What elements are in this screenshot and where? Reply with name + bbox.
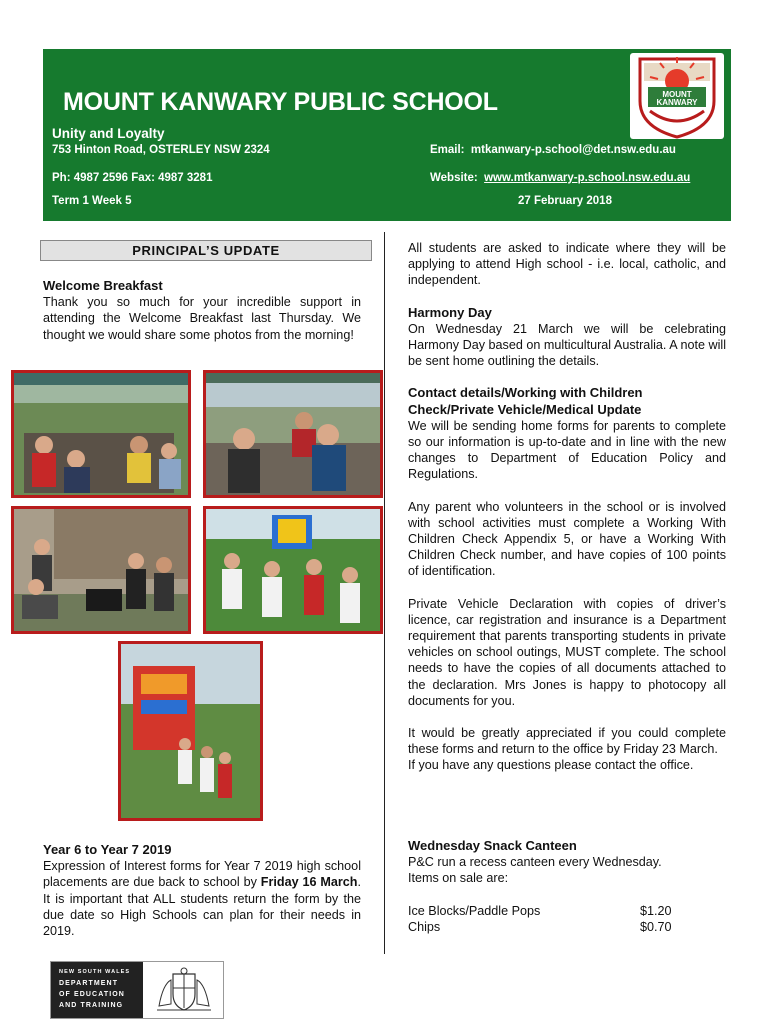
principals-update-title: PRINCIPAL’S UPDATE: [40, 240, 372, 261]
contact-text: We will be sending home forms for parents to complete so our information is up-to-date and in line with the new changes to Department of Education Policy and Regulations.: [408, 418, 726, 482]
department-of-education-logo: [50, 961, 224, 1019]
year6-text: Expression of Interest forms for Year 7 2019 high school placements are due back to school by Friday 16 March. It is important that ALL students return the form by the due date so High Schools can plan for their needs in 2019.: [43, 859, 361, 939]
website-label: Website:: [430, 172, 478, 184]
questions-text: If you have any questions please contact the office.: [408, 758, 694, 773]
harmony-text: On Wednesday 21 March we will be celebrating Harmony Day based on multicultural Australia. A note will be sent home outlining the details.: [408, 321, 726, 369]
canteen-item-name: Chips: [408, 920, 441, 934]
due-date-bold: Friday 16 March: [260, 875, 358, 890]
doe-line-4: AND TRAINING: [59, 1002, 124, 1009]
canteen-item-price: $1.20: [640, 904, 672, 918]
doe-text-block: [51, 962, 143, 1018]
contact-heading-line-2: Check/Private Vehicle/Medical Update: [408, 401, 642, 417]
vehicle-text: Private Vehicle Declaration with copies of driver’s licence, car registration and insurance is a Department requirement that parents transporting students in private vehicles on school outings, MUST complete. The school needs to have the copies of all documents attached to the declaration. Mrs Jones is happy to photocopy all documents for you.: [408, 596, 726, 708]
email-label: Email:: [430, 144, 465, 156]
contact-heading-line-1: Contact details/Working with Children: [408, 385, 643, 401]
photo-breakfast-2: [203, 370, 383, 498]
crest-text-2: KANWARY: [656, 98, 698, 107]
volunteer-text: Any parent who volunteers in the school or is involved with school activities must complete a Working With Children Check Appendix 5, or have a Working With Children Check number, and have copies of 100 points of identification.: [408, 499, 726, 579]
canteen-section: [408, 838, 726, 935]
year6-section: [43, 842, 361, 939]
school-motto: Unity and Loyalty: [52, 126, 165, 141]
canteen-text-1: P&C run a recess canteen every Wednesday.: [408, 855, 662, 869]
phone-fax: Ph: 4987 2596 Fax: 4987 3281: [52, 172, 213, 184]
welcome-heading: Welcome Breakfast: [43, 278, 163, 293]
email-line: [430, 144, 676, 156]
canteen-item: [408, 903, 678, 919]
harmony-heading: Harmony Day: [408, 304, 492, 320]
canteen-item: [408, 919, 678, 935]
high-school-text: All students are asked to indicate where they will be applying to attend High school - i.e. local, catholic, and independent.: [408, 241, 726, 288]
photo-breakfast-4: [203, 506, 383, 634]
photo-breakfast-1: [11, 370, 191, 498]
column-divider: [384, 232, 385, 954]
nsw-coat-of-arms-icon: [151, 966, 217, 1014]
school-crest-logo: [630, 53, 724, 139]
canteen-item-price: $0.70: [640, 920, 672, 934]
canteen-item-name: Ice Blocks/Paddle Pops: [408, 904, 541, 918]
year6-heading: Year 6 to Year 7 2019: [43, 842, 172, 857]
doe-line-3: OF EDUCATION: [59, 991, 125, 998]
crest-text-1: MOUNT: [662, 90, 692, 99]
photo-breakfast-5: [118, 641, 263, 821]
welcome-text: Thank you so much for your incredible support in attending the Welcome Breakfast last Thursday. We thought we would share some photos from the morning!: [43, 295, 361, 342]
school-address: 753 Hinton Road, OSTERLEY NSW 2324: [52, 144, 270, 156]
canteen-text-2: Items on sale are:: [408, 871, 509, 885]
issue-date: 27 February 2018: [518, 195, 612, 207]
doe-line-2: DEPARTMENT: [59, 980, 119, 987]
website-link[interactable]: www.mtkanwary-p.school.nsw.edu.au: [484, 172, 691, 184]
photo-breakfast-3: [11, 506, 191, 634]
website-line: [430, 172, 690, 184]
doe-line-1: NEW SOUTH WALES: [59, 969, 131, 975]
term-week: Term 1 Week 5: [52, 195, 132, 207]
school-name: MOUNT KANWARY PUBLIC SCHOOL: [63, 88, 498, 116]
email-address[interactable]: mtkanwary-p.school@det.nsw.edu.au: [470, 144, 676, 156]
welcome-section: [43, 278, 361, 343]
canteen-heading: Wednesday Snack Canteen: [408, 838, 577, 853]
appreciate-text: It would be greatly appreciated if you could complete these forms and return to the office by Friday 23 March.: [408, 726, 726, 757]
right-column: [408, 240, 726, 774]
